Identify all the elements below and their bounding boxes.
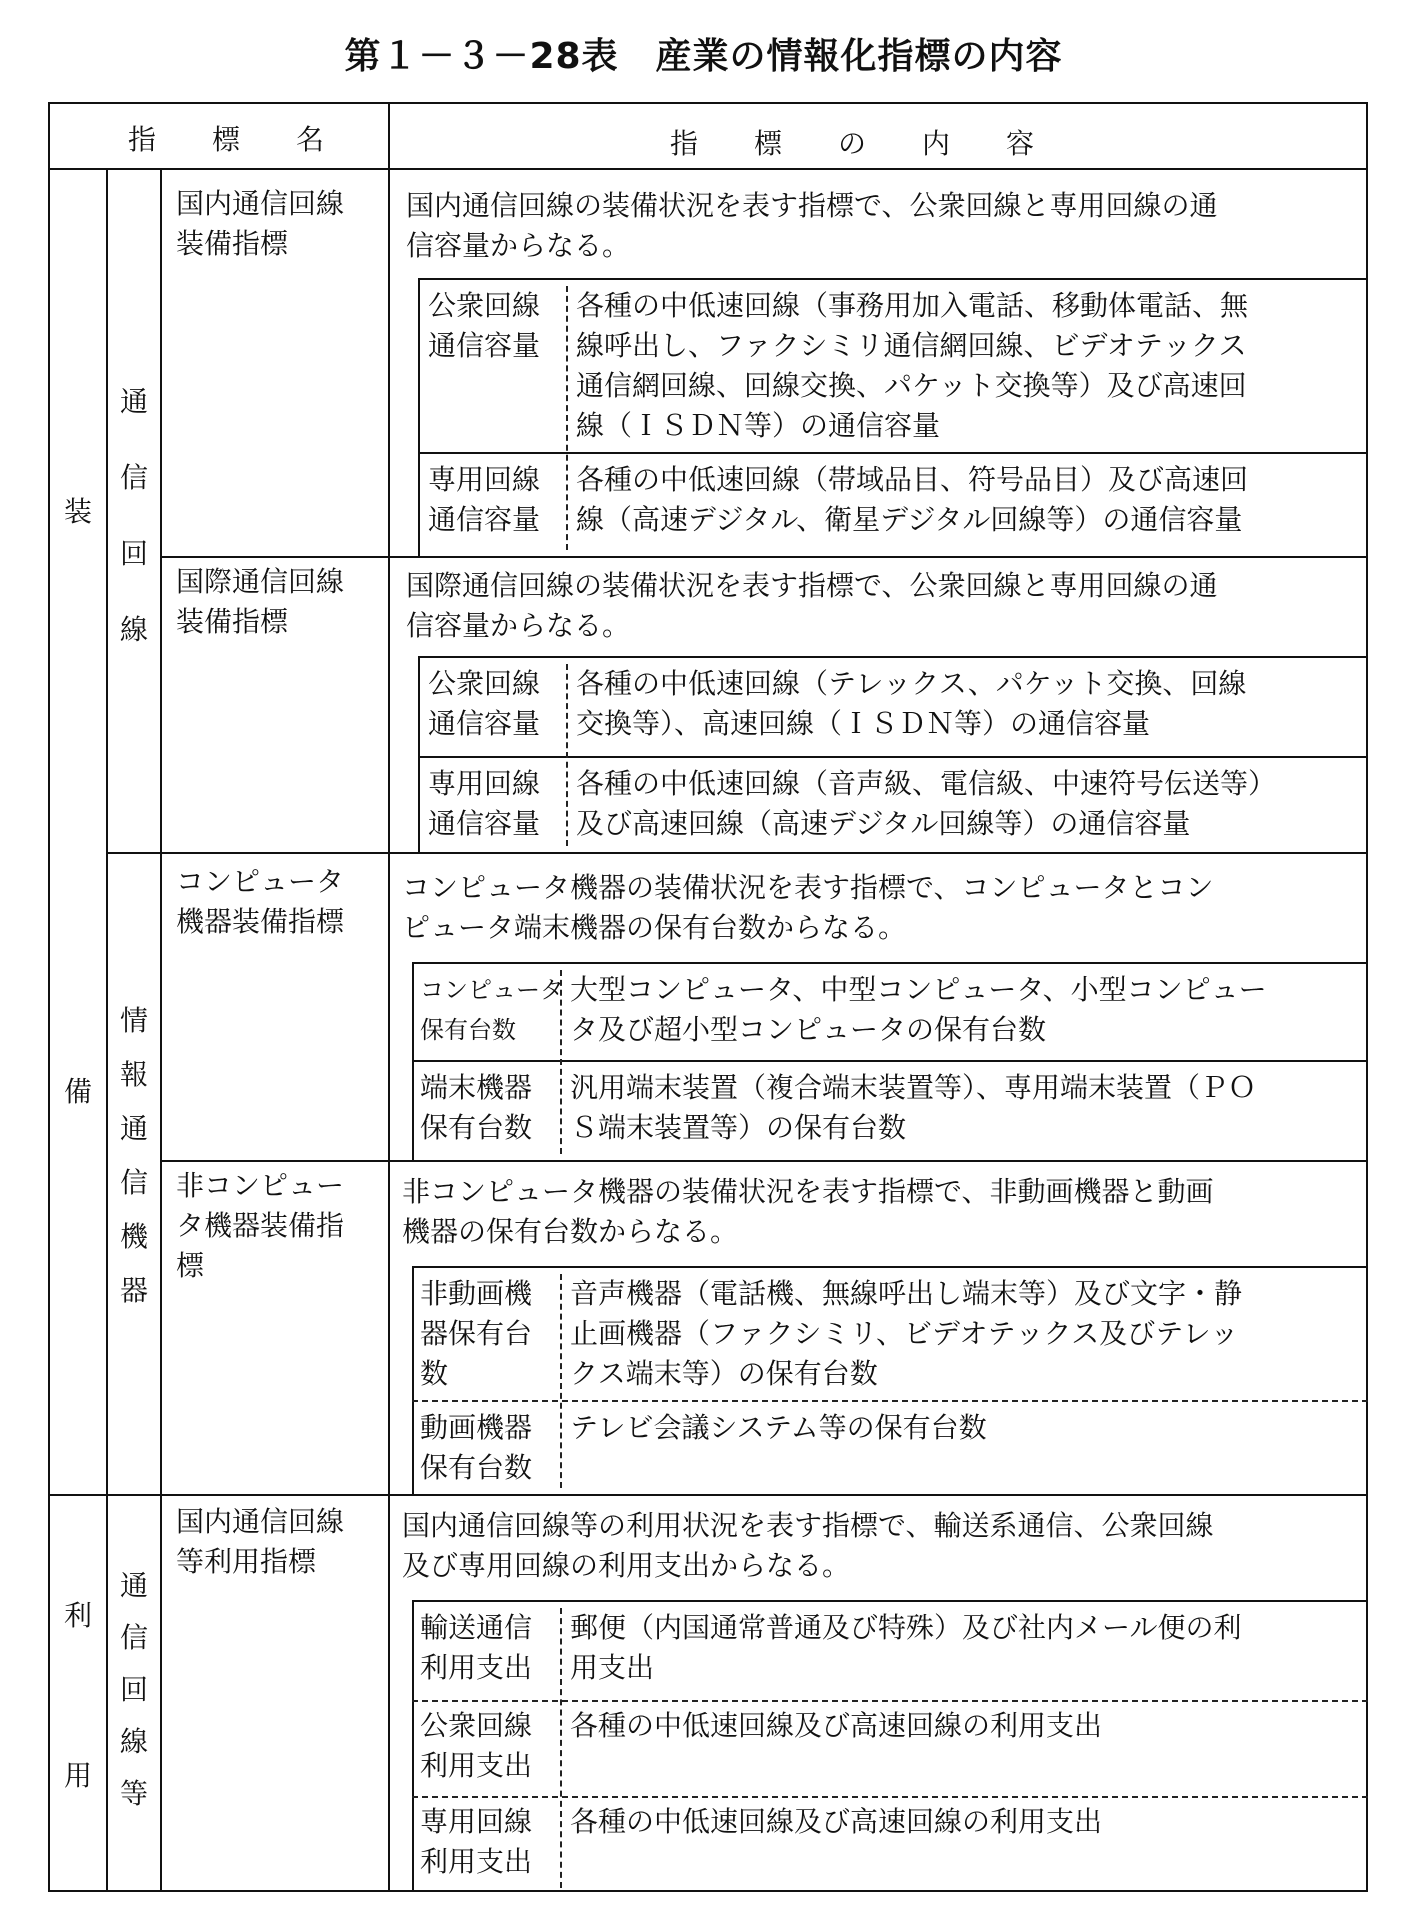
table-title: 第１－３－28表 産業の情報化指標の内容 [344,36,1063,77]
row3-sub1-text: 大型コンピュータ、中型コンピュータ、小型コンピュー タ及び超小型コンピュータの保有台数 [570,973,1267,1046]
row1-sub1-label: 公衆回線 通信容量 [428,289,541,362]
subgroup-label-joho-tsushin-kiki [114,994,154,1318]
row3-subbox-top [412,962,1368,964]
row5-sub1-text: 郵便（内国通常普通及び特殊）及び社内メール便の利 用支出 [570,1611,1242,1684]
group-divider-setsubi-riyou [48,1494,1368,1496]
group-label-setsubi [58,490,98,1110]
row3-desc: コンピュータ機器の装備状況を表す指標で、コンピュータとコン ピュータ端末機器の保有台数からなる。 [402,871,1214,944]
row2-subbox-top [418,656,1368,658]
subgroup-char: 回 [119,537,148,570]
subgroup-char: 信 [119,1166,148,1199]
row2-sub-divider [418,756,1368,758]
row5-sub1-label: 輸送通信 利用支出 [420,1611,533,1684]
subgroup-char: 線 [119,613,148,646]
row1-desc: 国内通信回線の装備状況を表す指標で、公衆回線と専用回線の通 信容量からなる。 [406,189,1218,262]
row2-name: 国際通信回線 装備指標 [176,565,345,638]
subgroup-label-tsushin-kaisen-tou [114,1560,154,1820]
subgroup-label-tsushin-kaisen [114,364,154,668]
group-label-riyou [58,1594,98,1794]
row4-name: 非コンピュー タ機器装備指 標 [176,1169,345,1282]
row2-desc: 国際通信回線の装備状況を表す指標で、公衆回線と専用回線の通 信容量からなる。 [406,569,1218,642]
group-col-divider [106,168,108,1892]
row1-dash [566,286,568,550]
row3-sub-divider [412,1060,1368,1062]
row4-subbox-top [412,1266,1368,1268]
row5-sub-divider-1 [412,1700,1368,1702]
row2-sub2-text: 各種の中低速回線（音声級、電信級、中速符号伝送等） 及び高速回線（高速デジタル回線等）の通信容量 [576,767,1277,840]
row5-subbox-top [412,1600,1368,1602]
row1-sub2-label: 専用回線 通信容量 [428,463,541,536]
subgroup-char: 通 [119,385,148,418]
row4-sub1-label: 非動画機 器保有台 数 [420,1277,533,1390]
group-char: 装 [63,495,92,528]
row5-subbox-left [412,1600,414,1892]
subgroup-char: 信 [119,461,148,494]
row4-sub1-text: 音声機器（電話機、無線呼出し端末等）及び文字・静 止画機器（ファクシミリ、ビデオテックス及びテレッ クス端末等）の保有台数 [570,1277,1243,1390]
group-char: 利 [63,1599,92,1632]
row4-desc: 非コンピュータ機器の装備状況を表す指標で、非動画機器と動画 機器の保有台数からなる。 [402,1175,1214,1248]
row2-subbox-left [418,656,420,852]
row4-dash [560,1274,562,1488]
subgroup-char: 機 [119,1220,148,1253]
row1-name: 国内通信回線 装備指標 [176,187,345,260]
row5-dash [560,1608,562,1888]
row4-subbox-left [412,1266,414,1494]
subgroup-char: 報 [119,1058,148,1091]
header-name: 指 標 名 [128,123,325,156]
subgroup-char: 通 [119,1112,148,1145]
row-divider-1 [160,556,1368,558]
row5-sub2-text: 各種の中低速回線及び高速回線の利用支出 [570,1709,1103,1742]
row2-sub2-label: 専用回線 通信容量 [428,767,541,840]
row3-name: コンピュータ 機器装備指標 [176,865,345,938]
row4-sub2-text: テレビ会議システム等の保有台数 [570,1411,987,1444]
subgroup-char: 線 [119,1725,148,1758]
row1-subbox-top [418,278,1368,280]
row1-sub1-text: 各種の中低速回線（事務用加入電話、移動体電話、無 線呼出し、ファクシミリ通信網回線、ビデオテックス 通信網回線、回線交換、パケット交換等）及び高速回 線（ＩＳＤＮ等）の通信容量 [576,289,1249,442]
row5-sub2-label: 公衆回線 利用支出 [420,1709,533,1782]
row4-sub2-label: 動画機器 保有台数 [420,1411,533,1484]
subgroup-char: 信 [119,1621,148,1654]
row5-sub-divider-2 [412,1796,1368,1798]
group-char: 備 [63,1075,92,1108]
subgroup-char: 器 [119,1274,148,1307]
row5-sub3-label: 専用回線 利用支出 [420,1805,533,1878]
header-bottom-rule [48,168,1368,170]
row4-sub-divider [412,1400,1368,1402]
row3-sub2-label: 端末機器 保有台数 [420,1071,533,1144]
group-char: 用 [63,1759,92,1792]
row2-sub1-text: 各種の中低速回線（テレックス、パケット交換、回線 交換等）、高速回線（ＩＳＤＮ等）の通信容量 [576,667,1247,740]
row3-sub2-text: 汎用端末装置（複合端末装置等）、専用端末装置（ＰＯ Ｓ端末装置等）の保有台数 [570,1071,1257,1144]
subgroup-char: 通 [119,1569,148,1602]
name-content-divider [388,102,390,1892]
subgroup-char: 等 [119,1777,148,1810]
row5-desc: 国内通信回線等の利用状況を表す指標で、輸送系通信、公衆回線 及び専用回線の利用支出からなる。 [402,1509,1214,1582]
row1-sub-divider [418,452,1368,454]
row-divider-3 [160,1160,1368,1162]
row5-sub3-text: 各種の中低速回線及び高速回線の利用支出 [570,1805,1103,1838]
header-content: 指 標 の 内 容 [670,127,1035,160]
row1-subbox-left [418,278,420,556]
row2-dash [566,664,568,846]
subgroup-col-divider [160,168,162,1892]
subgroup-char: 回 [119,1673,148,1706]
row3-sub1-label: コンピュータ 保有台数 [420,976,564,1044]
subgroup-char: 情 [119,1004,148,1037]
row5-name: 国内通信回線 等利用指標 [176,1505,345,1578]
row2-sub1-label: 公衆回線 通信容量 [428,667,541,740]
row1-sub2-text: 各種の中低速回線（帯域品目、符号品目）及び高速回 線（高速デジタル、衛星デジタル回線等）の通信容量 [576,463,1249,536]
subgroup-divider-kaisen-kiki [106,852,1368,854]
